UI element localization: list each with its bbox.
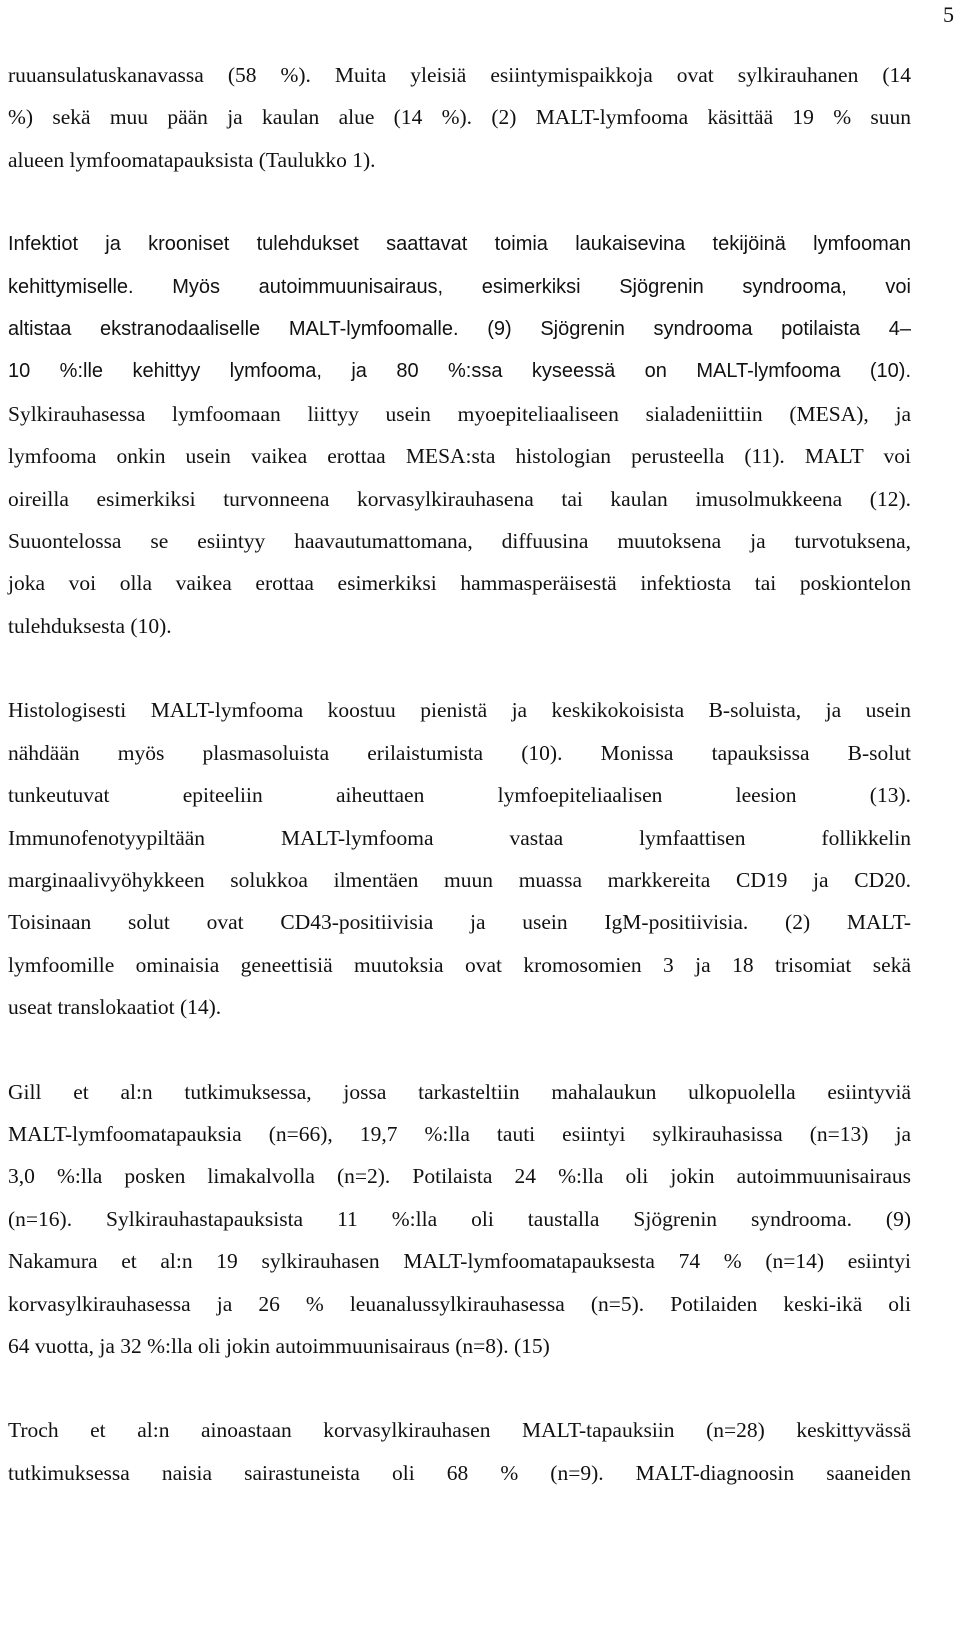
text-line: Troch et al:n ainoastaan korvasylkirauhasen MALT-tapauksiin (n=28) keskittyvässä xyxy=(8,1418,911,1443)
text-line: marginaalivyöhykkeen solukkoa ilmentäen muun muassa markkereita CD19 ja CD20. xyxy=(8,867,911,892)
text-line: (n=16). Sylkirauhastapauksista 11 %:lla oli taustalla Sjögrenin syndrooma. (9) xyxy=(8,1206,911,1231)
text-line: Immunofenotyypiltään MALT-lymfooma vastaa lymfaattisen follikkelin xyxy=(8,825,911,850)
paragraph xyxy=(8,54,911,181)
text-line: oireilla esimerkiksi turvonneena korvasylkirauhasena tai kaulan imusolmukkeena (12). xyxy=(8,486,911,511)
text-line: tulehduksesta (10). xyxy=(8,613,172,638)
text-line: Sylkirauhasessa lymfoomaan liittyy usein myoepiteliaaliseen sialadeniittiin (MESA), ja xyxy=(8,401,911,426)
text-line: MALT-lymfoomatapauksia (n=66), 19,7 %:lla tauti esiintyi sylkirauhasissa (n=13) ja xyxy=(8,1121,911,1146)
text-line: tutkimuksessa naisia sairastuneista oli 68 % (n=9). MALT-diagnoosin saaneiden xyxy=(8,1460,911,1485)
text-line: nähdään myös plasmasoluista erilaistumista (10). Monissa tapauksissa B-solut xyxy=(8,740,911,765)
text-line: korvasylkirauhasessa ja 26 % leuanalussylkirauhasessa (n=5). Potilaiden keski-ikä oli xyxy=(8,1291,911,1316)
text-line: 3,0 %:lla posken limakalvolla (n=2). Potilaista 24 %:lla oli jokin autoimmuunisairaus xyxy=(8,1164,911,1189)
paragraph xyxy=(8,1071,911,1368)
text-line: Histologisesti MALT-lymfooma koostuu pienistä ja keskikokoisista B-soluista, ja usein xyxy=(8,698,911,723)
text-line: tunkeutuvat epiteeliin aiheuttaen lymfoepiteliaalisen leesion (13). xyxy=(8,783,911,808)
text-line: 10 %:lle kehittyy lymfooma, ja 80 %:ssa kyseessä on MALT-lymfooma (10). xyxy=(8,360,911,383)
document-body xyxy=(8,54,911,1494)
text-line: kehittymiselle. Myös autoimmuunisairaus, esimerkiksi Sjögrenin syndrooma, voi xyxy=(8,275,911,298)
text-line: Nakamura et al:n 19 sylkirauhasen MALT-lymfoomatapauksesta 74 % (n=14) esiintyi xyxy=(8,1249,911,1274)
text-line: alueen lymfoomatapauksista (Taulukko 1). xyxy=(8,147,376,172)
text-line: lymfoomille ominaisia geneettisiä muutoksia ovat kromosomien 3 ja 18 trisomiat sekä xyxy=(8,952,911,977)
paragraph xyxy=(8,223,911,647)
text-line: %) sekä muu pään ja kaulan alue (14 %). (2) MALT-lymfooma käsittää 19 % suun xyxy=(8,105,911,130)
text-line: useat translokaatiot (14). xyxy=(8,995,222,1020)
text-line: Gill et al:n tutkimuksessa, jossa tarkasteltiin mahalaukun ulkopuolella esiintyviä xyxy=(8,1079,911,1104)
text-line: 64 vuotta, ja 32 %:lla oli jokin autoimmuunisairaus (n=8). (15) xyxy=(8,1333,550,1358)
text-line: ruuansulatuskanavassa (58 %). Muita yleisiä esiintymispaikkoja ovat sylkirauhanen (14 xyxy=(8,63,911,87)
text-line: lymfooma onkin usein vaikea erottaa MESA:sta histologian perusteella (11). MALT voi xyxy=(8,444,911,469)
text-line: Suuontelossa se esiintyy haavautumattomana, diffuusina muutoksena ja turvotuksena, xyxy=(8,529,911,554)
text-line: Infektiot ja krooniset tulehdukset saattavat toimia laukaisevina tekijöinä lymfooman xyxy=(8,233,911,256)
text-line: altistaa ekstranodaaliselle MALT-lymfoomalle. (9) Sjögrenin syndrooma potilaista 4– xyxy=(8,318,911,341)
paragraph xyxy=(8,689,911,1028)
text-line: Toisinaan solut ovat CD43-positiivisia ja usein IgM-positiivisia. (2) MALT- xyxy=(8,910,911,935)
page-number: 5 xyxy=(943,2,954,27)
paragraph xyxy=(8,1409,911,1494)
text-line: joka voi olla vaikea erottaa esimerkiksi hammasperäisestä infektiosta tai poskiontelon xyxy=(8,571,911,596)
